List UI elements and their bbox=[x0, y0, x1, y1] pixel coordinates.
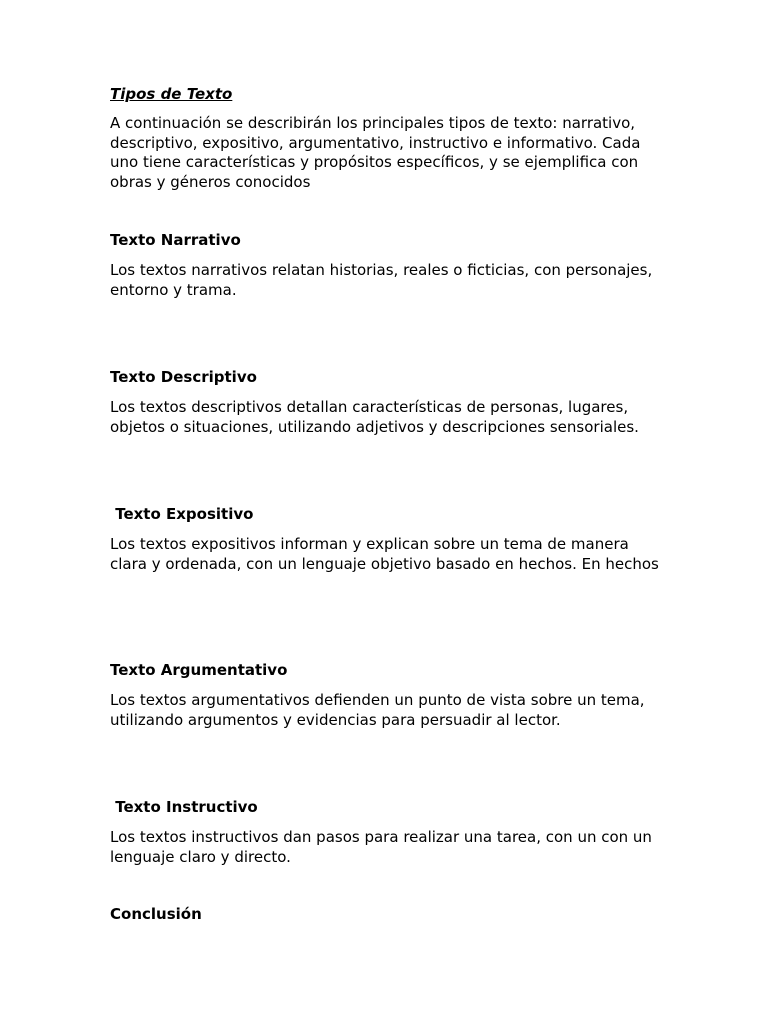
heading-texto-narrativo: Texto Narrativo bbox=[110, 231, 241, 249]
paragraph-texto-descriptivo: Los textos descriptivos detallan características de personas, lugares, objetos o situaciones, utilizando adjetivos y descripciones sensoriales. bbox=[110, 398, 639, 436]
paragraph-texto-narrativo: Los textos narrativos relatan historias, reales o ficticias, con personajes, entorno y trama. bbox=[110, 261, 653, 299]
heading-texto-descriptivo: Texto Descriptivo bbox=[110, 368, 257, 386]
intro-paragraph: A continuación se describirán los principales tipos de texto: narrativo, descriptivo, expositivo, argumentativo, instructivo e informativo. Cada uno tiene características y propósitos específicos, y se ejemplifica con obras y géneros conocidos bbox=[110, 114, 641, 191]
heading-texto-instructivo: Texto Instructivo bbox=[110, 798, 258, 816]
document-title: Tipos de Texto bbox=[110, 85, 233, 103]
paragraph-texto-argumentativo: Los textos argumentativos defienden un punto de vista sobre un tema, utilizando argumentos y evidencias para persuadir al lector. bbox=[110, 691, 645, 729]
heading-conclusion: Conclusión bbox=[110, 905, 202, 923]
heading-texto-argumentativo: Texto Argumentativo bbox=[110, 661, 288, 679]
heading-texto-expositivo: Texto Expositivo bbox=[110, 505, 254, 523]
paragraph-texto-expositivo: Los textos expositivos informan y explican sobre un tema de manera clara y ordenada, con un lenguaje objetivo basado en hechos. En hechos bbox=[110, 535, 659, 573]
document-page bbox=[110, 0, 670, 1024]
paragraph-texto-instructivo: Los textos instructivos dan pasos para realizar una tarea, con un con un lenguaje claro y directo. bbox=[110, 828, 652, 866]
